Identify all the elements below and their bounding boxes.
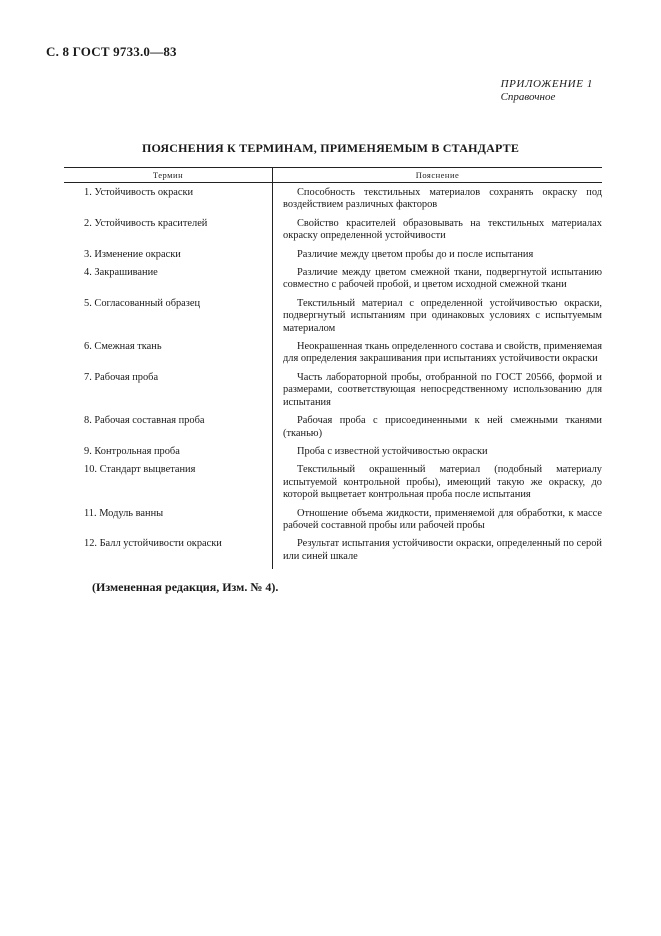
table-row [64,446,602,464]
table-row [64,372,602,415]
term-cell: 2. Устойчивость красителей [64,218,273,249]
page-header: С. 8 ГОСТ 9733.0—83 [46,44,177,59]
table-row [64,538,602,569]
term-cell: 9. Контрольная проба [64,446,273,464]
explanation-cell: Часть лабораторной пробы, отобранной по ГОСТ 20566, формой и размерами, соответствующая непосредственному использованию для испытания [283,371,602,408]
explanation-cell: Рабочая проба с присоединенными к ней смежными тканями (тканью) [283,415,602,439]
column-header-term: Термин [64,168,273,183]
table-header-row [64,168,602,183]
explanation-cell: Текстильный окрашенный материал (подобный материалу испытуемой контрольной пробы), имеющий такую же окраску, до которой выцветает контрольная проба после испытания [283,464,602,501]
term-cell: 1. Устойчивость окраски [64,183,273,218]
appendix-title: ПРИЛОЖЕНИЕ 1 [500,78,593,90]
table-row [64,508,602,539]
explanation-cell: Проба с известной устойчивостью окраски [297,445,488,457]
explanation-cell: Различие между цветом пробы до и после испытания [297,248,534,260]
terms-table [64,167,602,569]
term-cell: 11. Модуль ванны [64,508,273,539]
term-cell: 4. Закрашивание [64,267,273,298]
appendix-subtitle: Справочное [500,91,556,103]
explanation-cell: Неокрашенная ткань определенного состава и свойств, применяемая для определения закрашивания при испытаниях устойчивости окраски [283,341,602,365]
explanation-cell: Результат испытания устойчивости окраски, определенный по серой или синей шкале [283,538,602,562]
term-cell: 12. Балл устойчивости окраски [64,538,273,569]
amendment-note: (Измененная редакция, Изм. № 4). [92,580,279,594]
term-cell: 7. Рабочая проба [64,372,273,415]
table-row [64,183,602,218]
explanation-cell: Отношение объема жидкости, применяемой для обработки, к массе рабочей составной пробы или рабочей пробы [283,507,602,531]
explanation-cell: Текстильный материал с определенной устойчивостью окраски, подвергнутый испытаниям при одинаковых условиях с испытуемым материалом [283,297,602,334]
table-row [64,218,602,249]
term-cell: 8. Рабочая составная проба [64,415,273,446]
table-row [64,249,602,267]
term-cell: 6. Смежная ткань [64,341,273,372]
document-title: ПОЯСНЕНИЯ К ТЕРМИНАМ, ПРИМЕНЯЕМЫМ В СТАНДАРТЕ [141,141,520,155]
table-row [64,341,602,372]
table-row [64,415,602,446]
explanation-cell: Различие между цветом смежной ткани, подвергнутой испытанию совместно с рабочей пробой, и цветом исходной смежной ткани [283,267,602,291]
term-cell: 3. Изменение окраски [64,249,273,267]
explanation-cell: Способность текстильных материалов сохранять окраску под воздействием различных факторов [283,187,602,211]
appendix-label [501,78,593,104]
table-row [64,298,602,341]
column-header-explanation: Пояснение [273,168,603,183]
explanation-cell: Свойство красителей образовывать на текстильных материалах окраску определенной устойчивости [283,217,602,242]
table-row [64,464,602,507]
term-cell: 5. Согласованный образец [64,298,273,341]
table-row [64,267,602,298]
term-cell: 10. Стандарт выцветания [64,464,273,507]
